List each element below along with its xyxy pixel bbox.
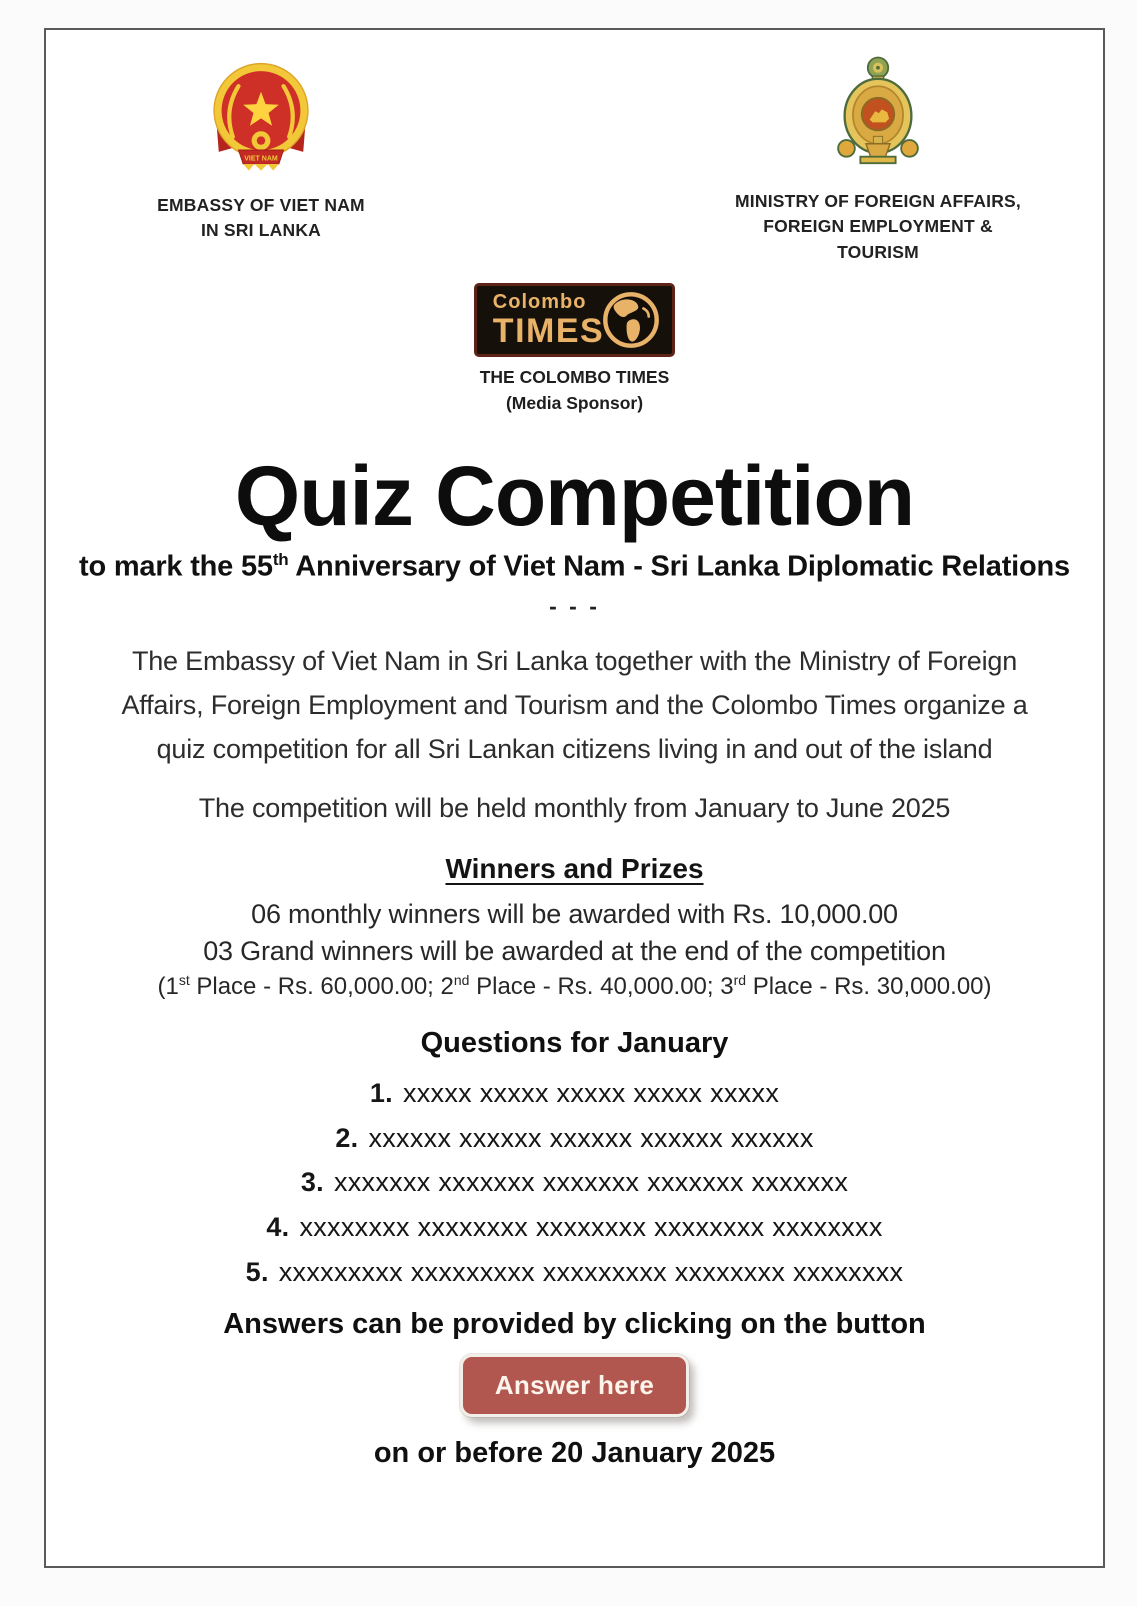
ministry-line3: TOURISM bbox=[837, 241, 919, 262]
embassy-vietnam-block bbox=[96, 54, 426, 265]
page-subtitle bbox=[74, 550, 1075, 584]
vietnam-emblem-banner-text: VIET NAM bbox=[244, 155, 278, 163]
embassy-line2: IN SRI LANKA bbox=[200, 220, 322, 241]
question-number: 1. bbox=[369, 1078, 393, 1109]
logo-word-colombo: Colombo bbox=[492, 291, 587, 314]
question-text: xxxxxxx xxxxxxx xxxxxxx xxxxxxx xxxxxxx bbox=[333, 1167, 849, 1198]
ministry-line2: FOREIGN EMPLOYMENT & bbox=[763, 216, 993, 237]
prizes-heading: Winners and Prizes bbox=[445, 853, 704, 885]
colombo-times-logo-text bbox=[492, 291, 605, 351]
question-number: 4. bbox=[266, 1212, 290, 1243]
sponsor-caption bbox=[74, 365, 1075, 416]
embassy-line1: EMBASSY OF VIET NAM bbox=[157, 195, 365, 215]
logo-word-times: TIMES bbox=[492, 312, 605, 351]
question-text: xxxxxxxx xxxxxxxx xxxxxxxx xxxxxxxx xxxxxxxx bbox=[299, 1212, 883, 1243]
ministry-caption bbox=[703, 189, 1053, 265]
question-number: 3. bbox=[300, 1167, 324, 1198]
prize-detail-p1: (1 bbox=[157, 973, 179, 1001]
sponsor-name: THE COLOMBO TIMES bbox=[479, 367, 670, 388]
subtitle-prefix: to mark the 55 bbox=[79, 550, 273, 583]
subtitle-ordinal: th bbox=[272, 549, 289, 569]
question-number: 2. bbox=[335, 1122, 359, 1153]
question-number: 5. bbox=[245, 1256, 269, 1287]
prize-monthly-line: 06 monthly winners will be awarded with Rs. 10,000.00 bbox=[251, 899, 898, 930]
prize-detail-p3: Place - Rs. 40,000.00; 3 bbox=[469, 973, 734, 1001]
question-item-1 bbox=[74, 1076, 1075, 1112]
question-item-2 bbox=[74, 1121, 1075, 1157]
prize-detail-p2: Place - Rs. 60,000.00; 2 bbox=[189, 973, 454, 1001]
media-sponsor-block bbox=[74, 283, 1075, 416]
prize-detail-p4: Place - Rs. 30,000.00) bbox=[746, 973, 992, 1001]
sri-lanka-emblem-icon bbox=[827, 54, 929, 176]
vietnam-emblem-icon bbox=[202, 58, 320, 180]
prize-ordinal-2nd: nd bbox=[453, 972, 470, 989]
question-text: xxxxxx xxxxxx xxxxxx xxxxxx xxxxxx bbox=[368, 1122, 814, 1153]
ministry-line1: MINISTRY OF FOREIGN AFFAIRS, bbox=[735, 191, 1021, 211]
intro-paragraph-2: The competition will be held monthly from January to June 2025 bbox=[198, 793, 951, 824]
embassy-vietnam-caption bbox=[96, 193, 426, 244]
divider-dashes: - - - bbox=[549, 593, 600, 620]
prize-ordinal-1st: st bbox=[178, 972, 190, 989]
subtitle-suffix: Anniversary of Viet Nam - Sri Lanka Diplomatic Relations bbox=[288, 550, 1070, 583]
sponsor-role: (Media Sponsor) bbox=[505, 392, 644, 413]
prize-detail-line bbox=[74, 972, 1075, 1001]
intro-paragraph-1: The Embassy of Viet Nam in Sri Lanka together with the Ministry of Foreign Affairs, Foreign Employment and Tourism and the Colombo Times organize a quiz competition for all Sri Lankan citizens living in and out of the island bbox=[121, 646, 1028, 764]
answer-here-button[interactable]: Answer here bbox=[460, 1354, 689, 1417]
prize-ordinal-3rd: rd bbox=[733, 972, 747, 989]
poster-frame bbox=[44, 28, 1105, 1568]
question-item-5 bbox=[74, 1255, 1075, 1291]
questions-heading: Questions for January bbox=[420, 1027, 729, 1060]
globe-icon bbox=[600, 289, 662, 351]
header-row bbox=[74, 54, 1075, 265]
answer-instruction: Answers can be provided by clicking on the button bbox=[223, 1308, 926, 1341]
page-title: Quiz Competition bbox=[234, 448, 915, 543]
question-text: xxxxxxxxx xxxxxxxxx xxxxxxxxx xxxxxxxx xxxxxxxx bbox=[278, 1256, 904, 1287]
question-text: xxxxx xxxxx xxxxx xxxxx xxxxx bbox=[402, 1078, 780, 1109]
colombo-times-logo bbox=[474, 283, 675, 357]
question-list bbox=[74, 1076, 1075, 1290]
prize-grand-line: 03 Grand winners will be awarded at the end of the competition bbox=[203, 936, 946, 967]
question-item-4 bbox=[74, 1210, 1075, 1246]
deadline-text: on or before 20 January 2025 bbox=[373, 1437, 776, 1470]
ministry-block bbox=[703, 54, 1053, 265]
question-item-3 bbox=[74, 1165, 1075, 1201]
answer-button-row bbox=[74, 1354, 1075, 1417]
